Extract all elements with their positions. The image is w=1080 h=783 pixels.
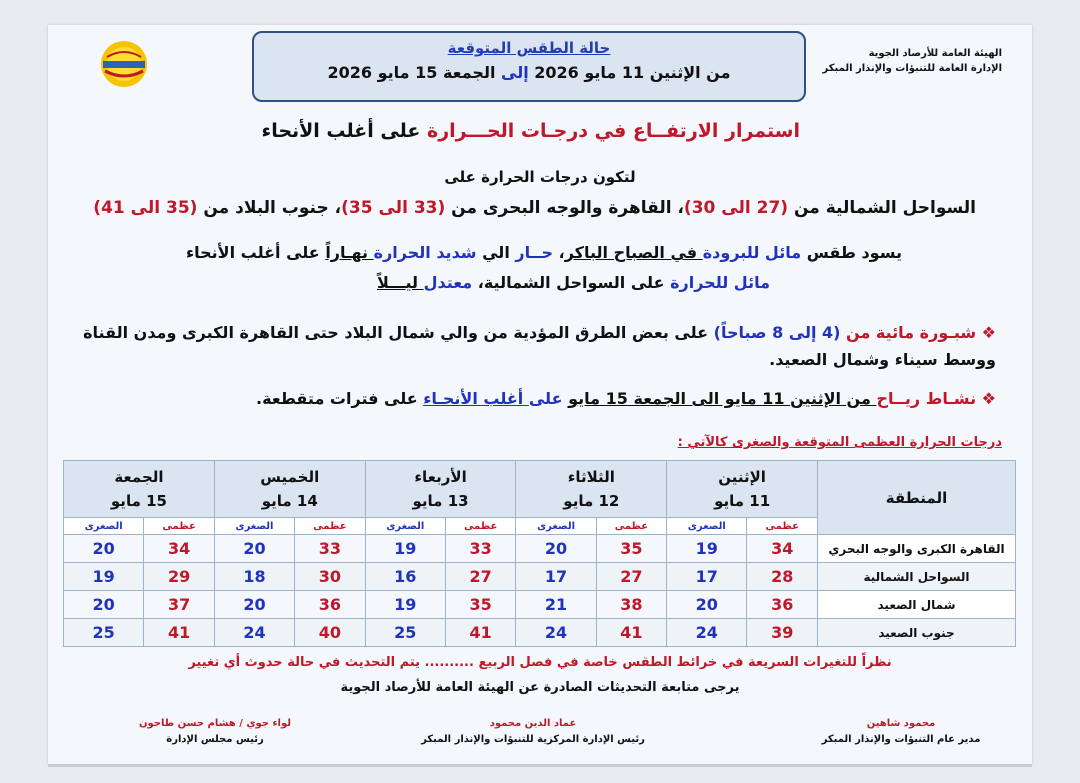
max-temp-cell: 27 [596, 563, 667, 591]
max-temp-cell: 39 [747, 619, 818, 647]
para-sep: ، [553, 243, 565, 262]
day-name: الجمعة [114, 468, 164, 486]
min-temp-cell: 20 [64, 591, 144, 619]
wind-areas: أغلب الأنحـاء [423, 389, 529, 408]
min-temp-cell: 25 [64, 619, 144, 647]
day-header [667, 461, 818, 518]
max-temp-cell: 41 [596, 619, 667, 647]
day-name: الخميس [260, 468, 320, 486]
min-temp-cell: 19 [365, 591, 445, 619]
signer-role: رئيس الإدارة المركزية للتنبؤات والإنذار المبكر [421, 734, 645, 745]
temps-line [93, 198, 976, 218]
max-temp-cell: 41 [144, 619, 215, 647]
min-temp-cell: 19 [365, 535, 445, 563]
max-temp-cell: 27 [445, 563, 516, 591]
wind-intermittent: على فترات متقطعة. [256, 389, 424, 408]
table-row [64, 563, 1016, 591]
min-temp-cell: 17 [516, 563, 596, 591]
wind-label: نشـاط ريــاح [876, 389, 982, 408]
diamond-bullet-icon: ❖ [981, 389, 996, 408]
signer-role: مدير عام التنبؤات والإنذار المبكر [821, 734, 981, 745]
headline-tail: على أغلب الأنحاء [261, 120, 427, 142]
follow-notice: يرجى متابعة التحديثات الصادرة عن الهيئة العامة للأرصاد الجوية [340, 680, 740, 695]
table-day-header-row [64, 461, 1016, 518]
min-temp-cell: 24 [516, 619, 596, 647]
para-cool: مائل للبرودة [702, 243, 802, 262]
para-to: الي [476, 243, 516, 262]
min-temp-cell: 16 [365, 563, 445, 591]
para-hot: حــار [515, 243, 554, 262]
day-date: 14 مايو [261, 492, 318, 510]
day-name: الثلاثاء [567, 468, 615, 486]
min-temp-cell: 20 [667, 591, 747, 619]
wind-on: على [528, 389, 569, 408]
bulletin-title: حالة الطقس المتوقعة [447, 39, 611, 57]
day-header [214, 461, 365, 518]
temps-north-coast: السواحل الشمالية من [788, 198, 976, 218]
max-temp-cell: 36 [747, 591, 818, 619]
signer-name: محمود شاهين [866, 718, 936, 729]
min-temp-cell: 20 [214, 535, 294, 563]
max-temp-cell: 28 [747, 563, 818, 591]
max-temp-header: عظمى [747, 518, 818, 535]
max-temp-header: عظمى [445, 518, 516, 535]
day-header [365, 461, 516, 518]
min-temp-cell: 19 [667, 535, 747, 563]
temps-south: ، جنوب البلاد من [197, 198, 342, 218]
region-column-header: المنطقة [818, 461, 1016, 535]
headline-main: استمرار الارتفــاع في درجـات الحـــرارة [426, 120, 800, 142]
min-temp-cell: 19 [64, 563, 144, 591]
region-name: شمال الصعيد [818, 591, 1016, 619]
signature-block-1 [786, 716, 1016, 748]
temps-cairo-range: (33 الى 35) [341, 198, 446, 218]
max-temp-cell: 30 [295, 563, 366, 591]
max-temp-cell: 33 [295, 535, 366, 563]
day-header [64, 461, 215, 518]
date-range-to: إلى [501, 63, 529, 82]
temps-cairo: ، القاهرة والوجه البحرى من [445, 198, 684, 218]
max-temp-cell: 35 [596, 535, 667, 563]
max-temp-cell: 33 [445, 535, 516, 563]
max-temp-cell: 37 [144, 591, 215, 619]
day-name: الإثنين [718, 468, 766, 486]
day-date: 12 مايو [563, 492, 620, 510]
weather-paragraph-line1 [186, 243, 902, 262]
weather-paragraph-line2 [377, 273, 770, 292]
temperature-table [63, 460, 1016, 647]
day-date: 11 مايو [714, 492, 771, 510]
fog-description: على بعض الطرق المؤدية من والي شمال البلاد حتى القاهرة الكبرى ومدن القناة ووسط سيناء وشمال الصعيد. [83, 323, 996, 369]
fog-hours: (4 إلى 8 صباحاً) [713, 323, 841, 342]
table-row [64, 591, 1016, 619]
max-temp-cell: 40 [295, 619, 366, 647]
min-temp-cell: 24 [667, 619, 747, 647]
date-range-end: الجمعة 15 مايو 2026 [327, 63, 502, 82]
max-temp-cell: 34 [747, 535, 818, 563]
min-temp-header: الصغرى [667, 518, 747, 535]
signer-name: لواء جوي / هشام حسن طاحون [138, 718, 292, 729]
org-name: الهيئة العامة للأرصاد الجوية [868, 48, 1002, 59]
ema-logo [93, 39, 155, 89]
signature-block-3 [115, 716, 315, 748]
max-temp-cell: 34 [144, 535, 215, 563]
max-temp-header: عظمى [596, 518, 667, 535]
region-name: القاهرة الكبرى والوجه البحري [818, 535, 1016, 563]
para-very-hot: شديد الحرارة [373, 243, 477, 262]
table-row [64, 535, 1016, 563]
signer-name: عماد الدين محمود [489, 718, 577, 729]
min-temp-header: الصغرى [64, 518, 144, 535]
organization-header [782, 46, 1002, 76]
min-temp-cell: 25 [365, 619, 445, 647]
day-date: 15 مايو [110, 492, 167, 510]
para-warm: مائل للحرارة [670, 273, 770, 292]
min-temp-cell: 20 [214, 591, 294, 619]
update-notice: نظراً للتغيرات السريعة في خرائط الطقس خاصة في فصل الربيع .......... يتم التحديث في حالة حدوث أي تغيير [188, 655, 892, 670]
table-row [64, 619, 1016, 647]
table-caption: درجات الحرارة العظمى المتوقعة والصغرى كالآتي : [677, 435, 1002, 450]
headline [261, 120, 800, 142]
max-temp-cell: 38 [596, 591, 667, 619]
max-temp-cell: 35 [445, 591, 516, 619]
wind-period: من الإثنين 11 مايو الى الجمعة 15 مايو [568, 389, 877, 408]
diamond-bullet-icon: ❖ [981, 323, 996, 342]
fog-label: شبـورة مائية من [840, 323, 982, 342]
page-divider [48, 764, 1032, 767]
org-department: الإدارة العامة للتنبؤات والإنذار المبكر [822, 63, 1002, 74]
max-temp-header: عظمى [144, 518, 215, 535]
temps-intro: لتكون درجات الحرارة على [444, 168, 636, 186]
max-temp-header: عظمى [295, 518, 366, 535]
temps-north-coast-range: (27 الى 30) [683, 198, 789, 218]
date-range-start: من الإثنين 11 مايو 2026 [528, 63, 731, 82]
para-most-areas: على أغلب الأنحاء [185, 243, 326, 262]
day-date: 13 مايو [412, 492, 469, 510]
min-temp-cell: 20 [516, 535, 596, 563]
date-range [254, 63, 804, 82]
para-text: يسود طقس [801, 243, 902, 262]
region-name: السواحل الشمالية [818, 563, 1016, 591]
min-temp-cell: 21 [516, 591, 596, 619]
min-temp-cell: 20 [64, 535, 144, 563]
min-temp-cell: 24 [214, 619, 294, 647]
day-name: الأربعاء [414, 468, 467, 486]
para-early-morning: في الصباح الباكر [564, 243, 703, 262]
max-temp-cell: 36 [295, 591, 366, 619]
max-temp-cell: 41 [445, 619, 516, 647]
min-temp-header: الصغرى [516, 518, 596, 535]
max-temp-cell: 29 [144, 563, 215, 591]
title-box [252, 31, 806, 102]
min-temp-header: الصغرى [365, 518, 445, 535]
region-name: جنوب الصعيد [818, 619, 1016, 647]
para-night: ليـــلاً [376, 273, 424, 292]
para-moderate: معتدل [423, 273, 473, 292]
signature-block-2 [398, 716, 668, 748]
min-temp-cell: 18 [214, 563, 294, 591]
min-temp-header: الصغرى [214, 518, 294, 535]
day-header [516, 461, 667, 518]
fog-bullet [66, 319, 996, 373]
temps-south-range: (35 الى 41) [93, 198, 198, 218]
wind-bullet [256, 389, 996, 408]
signer-role: رئيس مجلس الإدارة [166, 734, 264, 745]
min-temp-cell: 17 [667, 563, 747, 591]
para-coast: على السواحل الشمالية، [472, 273, 671, 292]
para-daytime: نهـاراً [325, 243, 374, 262]
